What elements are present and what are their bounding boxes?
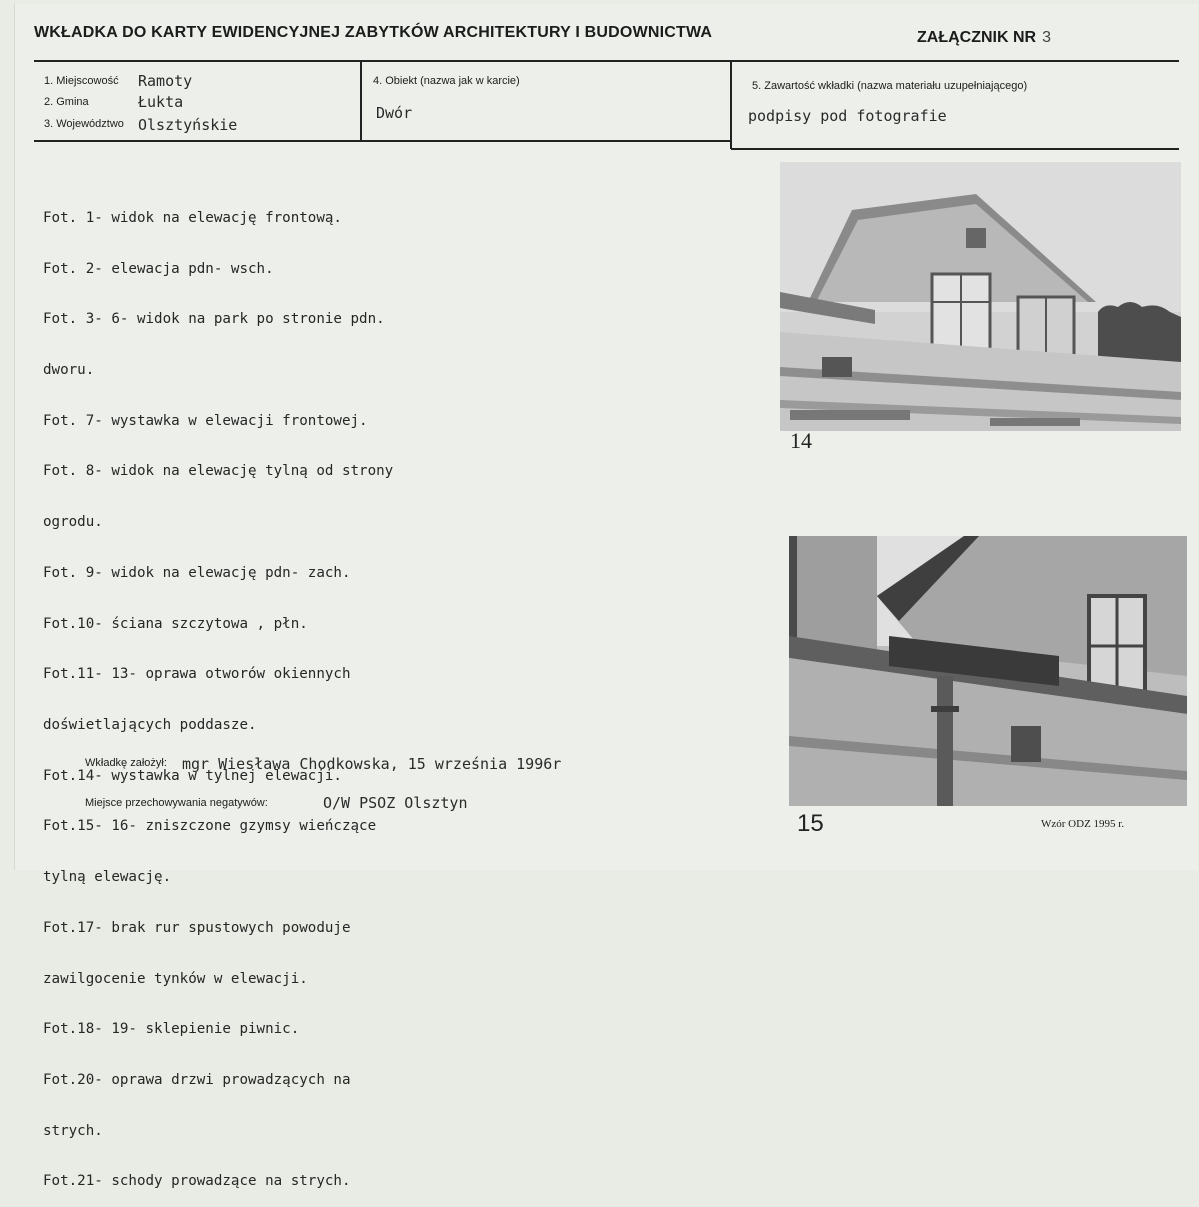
photo-caption-list (43, 176, 393, 1207)
photo-number-14: 14 (790, 428, 812, 453)
photo-number-15: 15 (797, 810, 824, 837)
storage-value: O/W PSOZ Olsztyn (323, 794, 468, 812)
obiekt-label: 4. Obiekt (nazwa jak w karcie) (373, 75, 520, 87)
caption-line: Fot.17- brak rur spustowych powoduje (43, 919, 351, 936)
gmina-value: Łukta (138, 93, 184, 111)
storage-label: Miejsce przechowywania negatywów: (85, 797, 268, 809)
miejscowosc-label: 1. Miejscowość (44, 75, 119, 87)
caption-line: Fot. 1- widok na elewację frontową. (43, 209, 342, 226)
caption-line: doświetlających poddasze. (43, 717, 257, 733)
caption-line: Fot. 7- wystawka w elewacji frontowej. (43, 412, 368, 429)
caption-line: dworu. (43, 361, 95, 378)
header-divider-2 (730, 62, 732, 149)
caption-line: zawilgocenie tynków w elewacji. (43, 970, 308, 987)
attachment-label-text: ZAŁĄCZNIK NR (917, 29, 1037, 46)
miejscowosc-value: Ramoty (138, 72, 193, 90)
caption-line: Fot. 8- widok na elewację tylną od strony (43, 463, 394, 480)
author-value: mgr Wiesława Chodkowska, 15 września 1996r (182, 755, 562, 773)
caption-line: ogrodu. (43, 514, 103, 531)
caption-line: Fot.15- 16- zniszczone gzymsy wieńczące (43, 818, 377, 835)
wojewodztwo-value: Olsztyńskie (138, 116, 238, 134)
header-top-rule (34, 60, 1179, 62)
caption-line: strych. (43, 1122, 103, 1139)
caption-line: Fot.14- wystawka w tylnej elewacji. (43, 767, 342, 784)
attachment-number: 3 (1042, 29, 1051, 46)
caption-line: Fot. 3- 6- widok na park po stronie pdn. (43, 311, 385, 328)
obiekt-value: Dwór (376, 104, 413, 122)
caption-line: tylną elewację. (43, 869, 172, 886)
gmina-label: 2. Gmina (44, 96, 89, 108)
header-bottom-rule-left (34, 140, 731, 142)
caption-line: Fot. 2- elewacja pdn- wsch. (43, 260, 274, 277)
caption-line: Fot. 9- widok na elewację pdn- zach. (43, 564, 351, 581)
caption-line: Fot.10- ściana szczytowa , płn. (43, 615, 308, 632)
form-title: WKŁADKA DO KARTY EWIDENCYJNEJ ZABYTKÓW ARCHITEKTURY I BUDOWNICTWA (34, 24, 713, 41)
caption-line: Fot.20- oprawa drzwi prowadzących na (43, 1072, 351, 1089)
author-label: Wkładkę założył: (85, 757, 167, 769)
caption-line: Fot.11- 13- oprawa otworów okiennych (43, 666, 351, 683)
photo-cornice-drainpipe (789, 536, 1187, 806)
caption-line: Fot.18- 19- sklepienie piwnic. (43, 1021, 300, 1038)
zawartosc-label: 5. Zawartość wkładki (nazwa materiału uzupełniającego) (752, 80, 1028, 92)
wojewodztwo-label: 3. Województwo (44, 118, 124, 130)
photo-gable-dormer (780, 162, 1181, 431)
template-note: Wzór ODZ 1995 r. (1041, 818, 1125, 830)
attachment-label (917, 29, 1051, 47)
header-bottom-rule-right (731, 148, 1179, 150)
zawartosc-value: podpisy pod fotografie (748, 107, 947, 125)
caption-line: Fot.21- schody prowadzące na strych. (43, 1173, 351, 1190)
header-divider-1 (360, 62, 362, 142)
